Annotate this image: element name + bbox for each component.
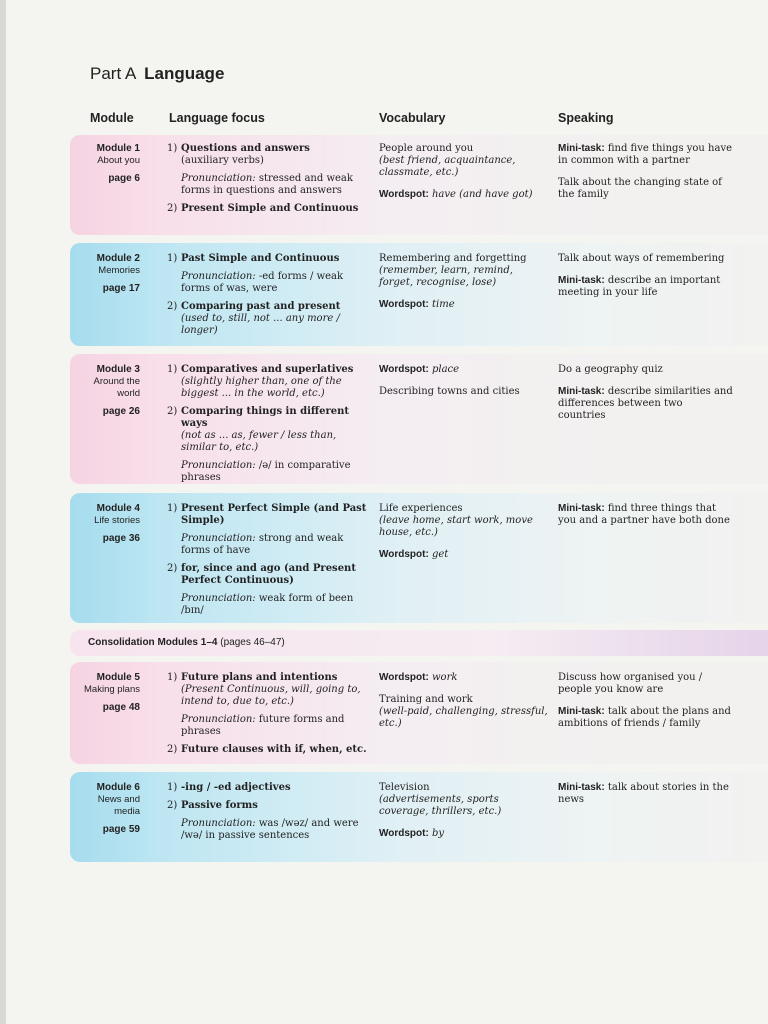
vocab-text: Training and work [379,694,473,705]
pronunciation-note [167,533,367,557]
speaking-text: talk about stories in the news [558,782,729,805]
item-number: 2) [167,563,178,574]
language-focus-cell [167,782,367,848]
module-cell [70,364,140,418]
speaking-cell [558,364,733,432]
item-number: 1) [167,253,178,264]
vocab-entry [379,503,549,539]
vocabulary-cell [379,503,549,571]
item-number: 1) [167,503,178,514]
pron-label: Pronunciation: [181,714,256,725]
speaking-entry [558,253,733,265]
speaking-entry [558,503,733,527]
speaking-cell [558,143,733,211]
module-name: Module 6 [96,782,140,793]
speaking-cell [558,782,733,816]
vocab-text: People around you [379,143,474,154]
vocab-entry [379,549,549,561]
pron-label: Pronunciation: [181,593,256,604]
speaking-entry [558,177,733,201]
language-item [167,143,367,167]
vocab-text: Life experiences [379,503,463,514]
vocab-examples: (leave home, start work, move house, etc.) [379,515,533,538]
vocab-entry [379,143,549,179]
item-title: -ing / -ed adjectives [181,782,291,793]
speaking-entry [558,386,733,422]
module-page: page 48 [102,702,140,713]
item-number: 2) [167,301,178,312]
language-item [167,782,367,794]
language-focus-cell [167,672,367,762]
item-title: Present Simple and Continuous [181,203,359,214]
mini-task-label: Mini-task: [558,386,605,397]
wordspot-word: work [428,672,458,683]
speaking-entry [558,706,733,730]
vocab-entry [379,253,549,289]
module-row-5 [70,662,768,764]
wordspot-word: have (and have got) [428,189,533,200]
wordspot-word: time [428,299,455,310]
vocab-examples: (remember, learn, remind, forget, recognise, lose) [379,265,513,288]
speaking-cell [558,253,733,309]
item-title: Future clauses with if, when, etc. [181,744,367,755]
speaking-text: Discuss how organised you / people you know are [558,672,703,695]
item-subtitle: (auxiliary verbs) [181,155,264,166]
pronunciation-note [167,714,367,738]
item-title: Past Simple and Continuous [181,253,340,264]
module-topic: Memories [98,265,140,276]
language-item [167,406,367,454]
language-item [167,301,367,337]
page-title [90,64,224,84]
vocabulary-cell [379,672,549,740]
item-subtitle: (Present Continuous, will, going to, intend to, due to, etc.) [181,684,361,707]
mini-task-label: Mini-task: [558,782,605,793]
vocab-entry [379,189,549,201]
speaking-text: find three things that you and a partner have both done [558,503,730,526]
language-item [167,253,367,265]
language-item [167,672,367,708]
consolidation-text [88,630,285,656]
speaking-cell [558,503,733,537]
vocab-entry [379,299,549,311]
item-title: Comparing past and present [181,301,341,312]
module-cell [70,672,140,714]
module-topic: About you [97,155,140,166]
pron-text: weak form of been /bɪn/ [181,593,354,616]
item-number: 1) [167,672,178,683]
part-label: Part A [90,64,136,83]
module-page: page 17 [102,283,140,294]
header-language-focus: Language focus [169,111,265,125]
pron-text: -ed forms / weak forms of was, were [181,271,344,294]
mini-task-label: Mini-task: [558,706,605,717]
item-number: 2) [167,744,178,755]
speaking-entry [558,364,733,376]
consolidation-banner [70,630,768,656]
module-page: page 6 [108,173,140,184]
language-focus-cell [167,364,367,490]
mini-task-label: Mini-task: [558,143,605,154]
language-item [167,800,367,812]
module-row-6 [70,772,768,862]
vocab-examples: (advertisements, sports coverage, thrillers, etc.) [379,794,502,817]
pronunciation-note [167,173,367,197]
module-cell [70,143,140,185]
language-item [167,203,367,215]
vocabulary-cell [379,364,549,408]
vocab-entry [379,672,549,684]
module-name: Module 1 [96,143,140,154]
item-subtitle: (used to, still, not ... any more / longer) [181,313,340,336]
wordspot-label: Wordspot: [379,189,429,200]
speaking-text: find five things you have in common with a partner [558,143,733,166]
speaking-text: Talk about ways of remembering [558,253,725,264]
vocabulary-cell [379,143,549,211]
vocab-text: Remembering and forgetting [379,253,527,264]
wordspot-label: Wordspot: [379,549,429,560]
item-title: Present Perfect Simple (and Past Simple) [181,503,367,526]
vocab-examples: (well-paid, challenging, stressful, etc.) [379,706,548,729]
module-page: page 59 [102,824,140,835]
speaking-entry [558,275,733,299]
speaking-entry [558,672,733,696]
module-row-2 [70,243,768,346]
wordspot-label: Wordspot: [379,364,429,375]
pronunciation-note [167,271,367,295]
module-row-4 [70,493,768,623]
module-page: page 26 [102,406,140,417]
wordspot-label: Wordspot: [379,828,429,839]
module-topic: Making plans [84,684,140,695]
module-topic: Life stories [94,515,140,526]
speaking-entry [558,782,733,806]
item-number: 1) [167,782,178,793]
module-cell [70,782,140,836]
speaking-text: describe similarities and differences between two countries [558,386,733,421]
pronunciation-note [167,818,367,842]
item-number: 1) [167,364,178,375]
item-subtitle: (not as ... as, fewer / less than, similar to, etc.) [181,430,337,453]
module-cell [70,503,140,545]
vocabulary-cell [379,253,549,321]
item-title: Passive forms [181,800,258,811]
mini-task-label: Mini-task: [558,275,605,286]
vocab-text: Television [379,782,430,793]
vocab-entry [379,828,549,840]
module-name: Module 3 [96,364,140,375]
vocab-entry [379,782,549,818]
module-topic: News and media [97,794,140,817]
vocab-entry [379,386,549,398]
pron-text: /ə/ in comparative phrases [181,460,351,483]
pronunciation-note [167,460,367,484]
speaking-cell [558,672,733,740]
vocabulary-cell [379,782,549,850]
part-title: Language [144,64,225,83]
language-item [167,503,367,527]
vocab-text: Describing towns and cities [379,386,520,397]
wordspot-label: Wordspot: [379,672,429,683]
header-speaking: Speaking [558,111,614,125]
language-focus-cell [167,503,367,623]
pronunciation-note [167,593,367,617]
pron-text: stressed and weak forms in questions and answers [181,173,353,196]
pron-text: was /wəz/ and were /wə/ in passive sentences [181,818,359,841]
page-edge [0,0,6,1024]
consolidation-pages: (pages 46–47) [220,637,285,648]
item-subtitle: (slightly higher than, one of the biggest ... in the world, etc.) [181,376,342,399]
item-number: 2) [167,203,178,214]
wordspot-word: by [428,828,445,839]
item-number: 2) [167,800,178,811]
vocab-entry [379,364,549,376]
wordspot-word: get [428,549,449,560]
module-page: page 36 [102,533,140,544]
consolidation-label: Consolidation Modules 1–4 [88,637,218,648]
language-item [167,563,367,587]
speaking-text: describe an important meeting in your life [558,275,721,298]
language-item [167,744,367,756]
speaking-entry [558,143,733,167]
pron-text: future forms and phrases [181,714,345,737]
module-name: Module 5 [96,672,140,683]
speaking-text: talk about the plans and ambitions of friends / family [558,706,731,729]
pron-label: Pronunciation: [181,460,256,471]
vocab-examples: (best friend, acquaintance, classmate, etc.) [379,155,516,178]
item-number: 2) [167,406,178,417]
module-row-1 [70,135,768,235]
module-topic: Around the world [93,376,140,399]
module-name: Module 4 [96,503,140,514]
pron-label: Pronunciation: [181,818,256,829]
module-name: Module 2 [96,253,140,264]
item-title: Comparing things in different ways [181,406,349,429]
wordspot-label: Wordspot: [379,299,429,310]
item-title: Comparatives and superlatives [181,364,354,375]
language-focus-cell [167,253,367,343]
vocab-entry [379,694,549,730]
pron-label: Pronunciation: [181,173,256,184]
module-cell [70,253,140,295]
mini-task-label: Mini-task: [558,503,605,514]
pron-label: Pronunciation: [181,271,256,282]
item-title: Questions and answers [181,143,310,154]
module-row-3 [70,354,768,484]
speaking-text: Do a geography quiz [558,364,663,375]
item-number: 1) [167,143,178,154]
pron-text: strong and weak forms of have [181,533,344,556]
header-vocabulary: Vocabulary [379,111,446,125]
pron-label: Pronunciation: [181,533,256,544]
header-module: Module [90,111,134,125]
speaking-text: Talk about the changing state of the family [558,177,722,200]
language-focus-cell [167,143,367,221]
language-item [167,364,367,400]
item-title: Future plans and intentions [181,672,338,683]
item-title: for, since and ago (and Present Perfect Continuous) [181,563,356,586]
wordspot-word: place [428,364,460,375]
